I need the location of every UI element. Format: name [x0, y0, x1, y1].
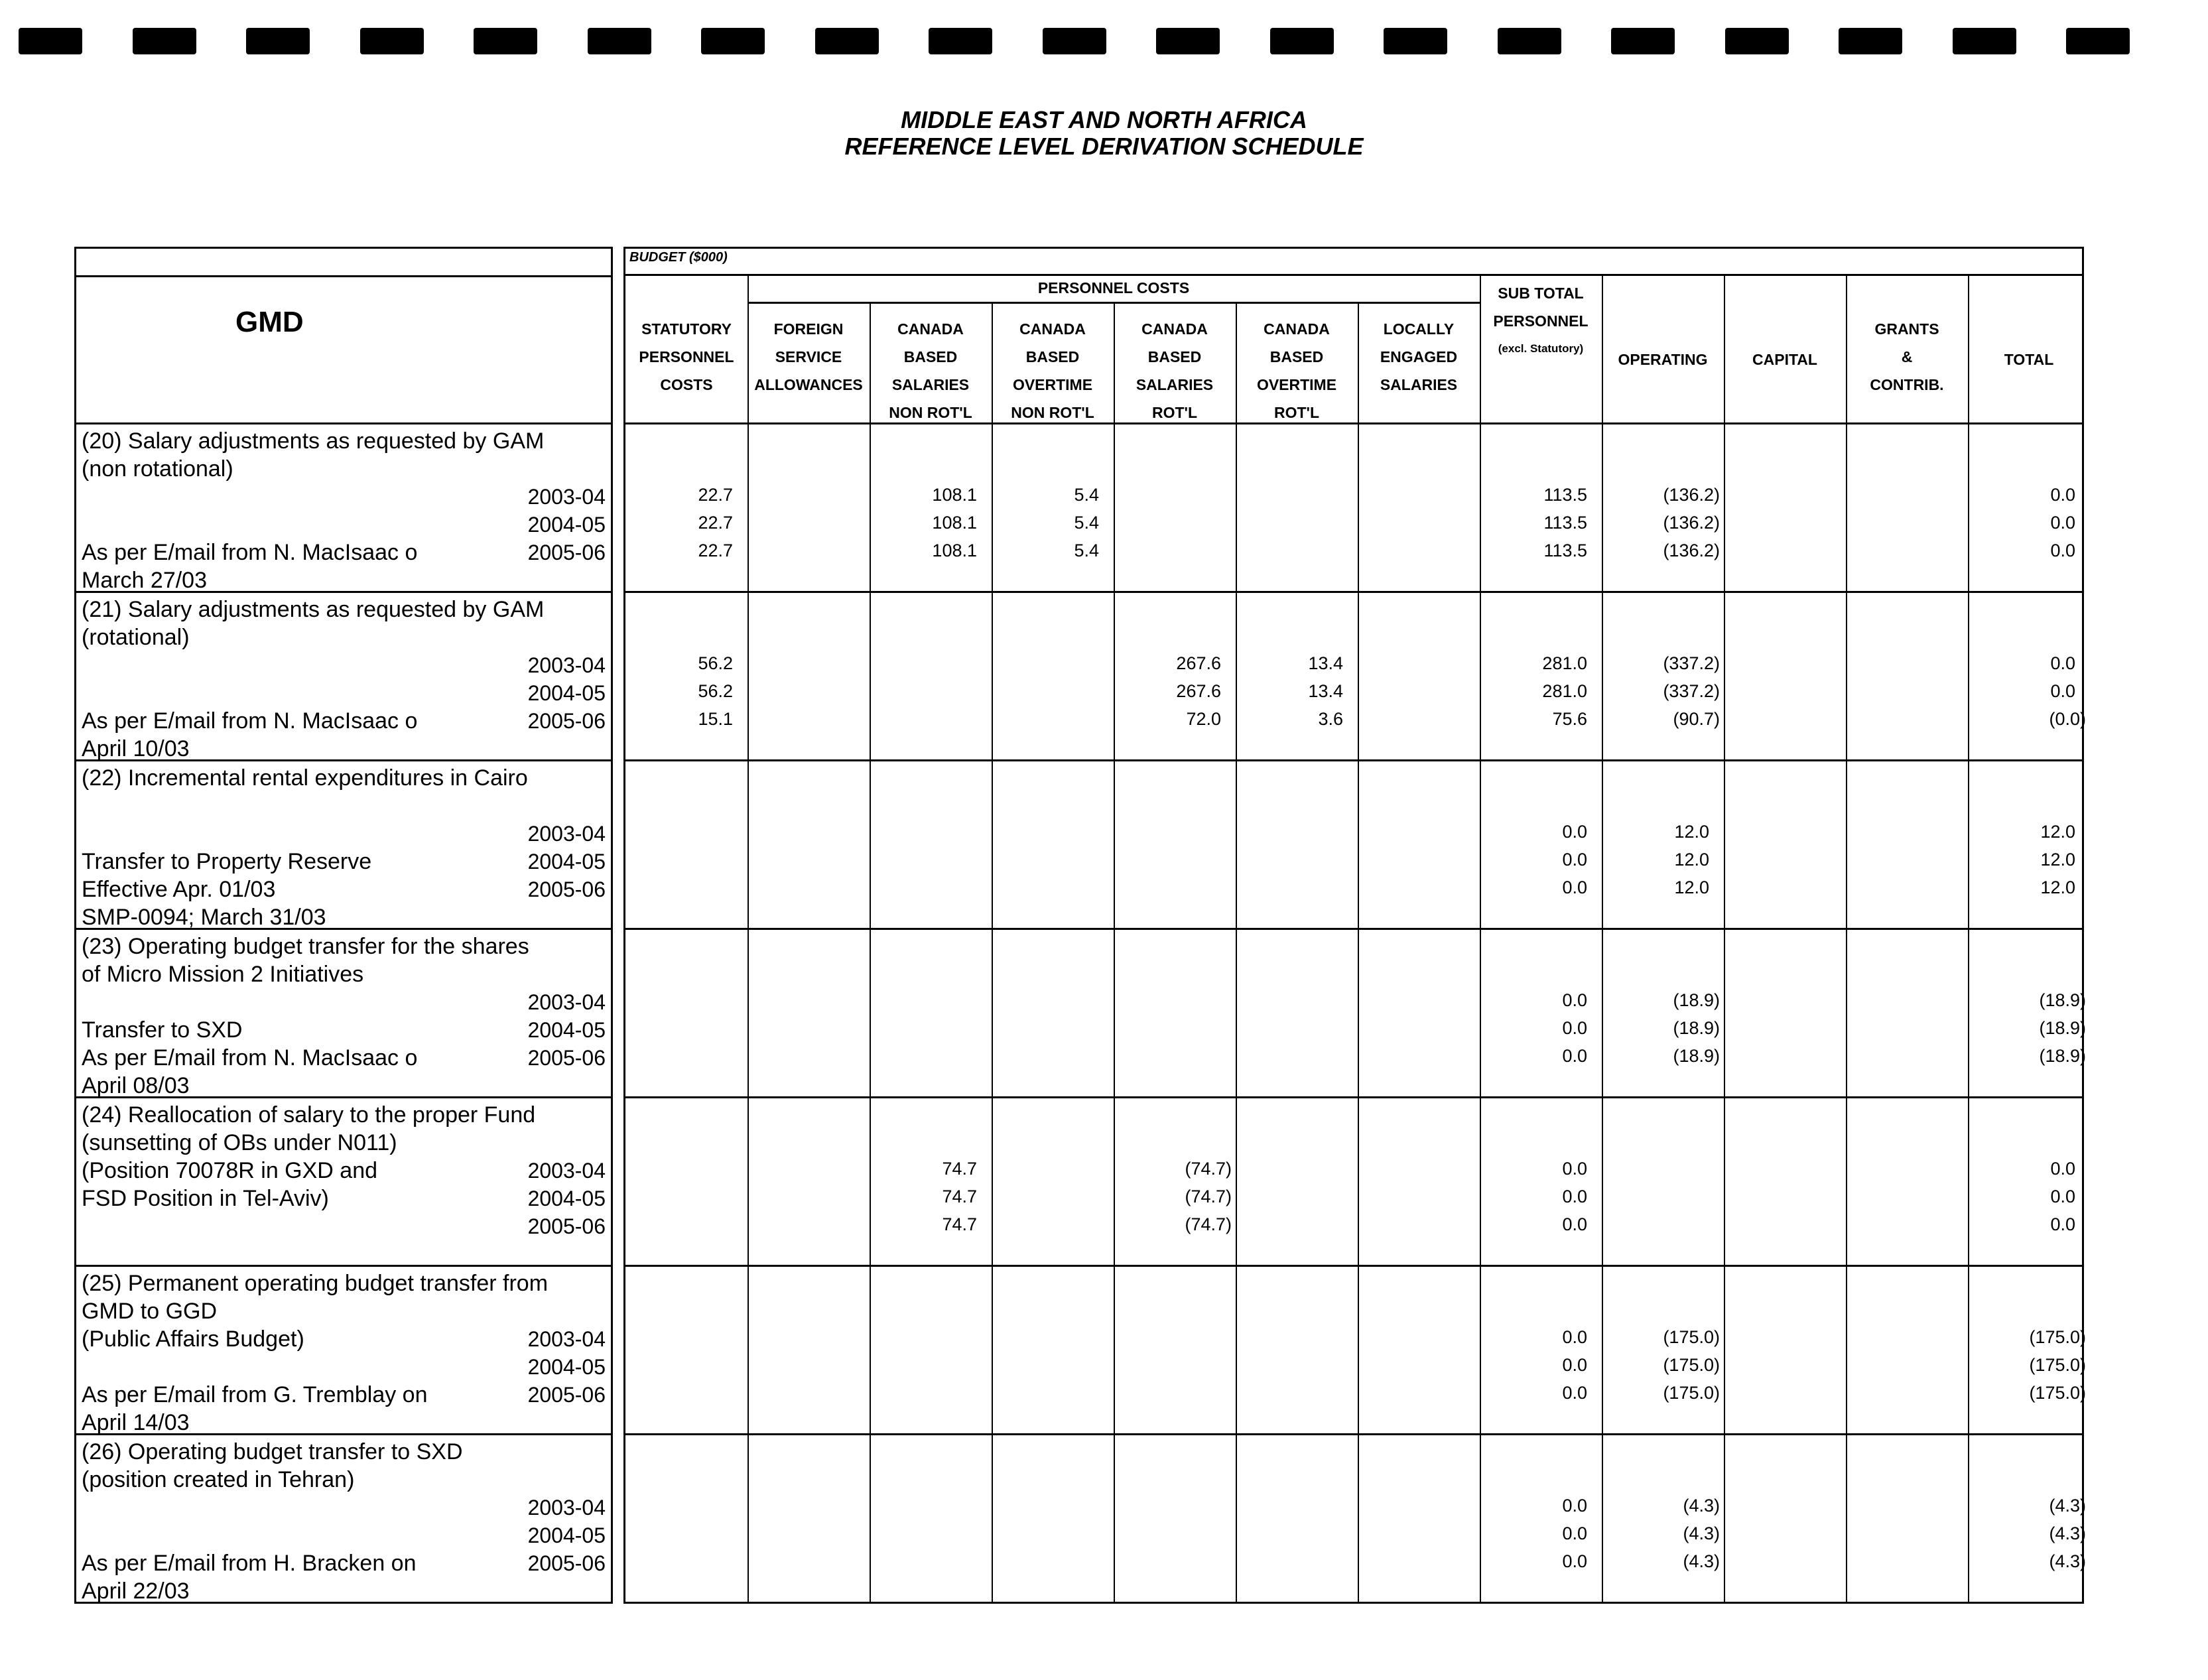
cell-subtotal: 0.0 — [1562, 1523, 1587, 1543]
item-description-line: SMP-0094; March 31/03 — [82, 905, 326, 930]
cell-total: (4.3) — [2049, 1551, 2086, 1571]
item-description-line: (26) Operating budget transfer to SXD — [82, 1439, 463, 1464]
item-description-line: (24) Reallocation of salary to the proper Fund — [82, 1102, 536, 1128]
cell-subtotal: 0.0 — [1562, 1355, 1587, 1375]
fiscal-year-label: 2004-05 — [527, 513, 606, 537]
cell-operating: (136.2) — [1663, 541, 1720, 560]
cell-total: 12.0 — [2040, 877, 2075, 897]
column-header-capital: CAPITAL — [1752, 351, 1817, 368]
column-header-subtotal: (excl. Statutory) — [1498, 342, 1584, 355]
punch-hole — [588, 28, 651, 54]
cell-cb-sal-rot: (74.7) — [1185, 1159, 1232, 1179]
cell-subtotal: 0.0 — [1562, 1214, 1587, 1234]
column-header-locally: LOCALLY — [1383, 320, 1455, 338]
column-divider — [1236, 302, 1237, 1602]
column-header-statutory: PERSONNEL — [639, 348, 734, 365]
item-description-line: March 27/03 — [82, 568, 207, 593]
item-description-line: As per E/mail from N. MacIsaac o — [82, 708, 418, 734]
item-description-line: GMD to GGD — [82, 1299, 218, 1324]
column-header-foreign: FOREIGN — [773, 320, 844, 338]
item-block — [76, 591, 611, 759]
cell-total: (4.3) — [2049, 1523, 2086, 1543]
cell-cb-ot-nonrot: 5.4 — [1074, 513, 1099, 533]
column-header-subtotal: PERSONNEL — [1493, 312, 1589, 330]
cell-total: 0.0 — [2050, 1214, 2075, 1234]
punch-hole — [929, 28, 992, 54]
column-header-cb-ot-nonrot: NON ROT'L — [1011, 404, 1094, 421]
cell-operating: (18.9) — [1673, 990, 1720, 1010]
cell-subtotal: 113.5 — [1543, 513, 1587, 533]
cell-total: 0.0 — [2050, 541, 2075, 560]
punch-hole — [1725, 28, 1789, 54]
cell-total: (4.3) — [2049, 1496, 2086, 1516]
cell-subtotal: 0.0 — [1562, 1383, 1587, 1403]
item-description-line: (Position 70078R in GXD and — [82, 1158, 378, 1183]
fiscal-year-label: 2005-06 — [527, 1214, 606, 1238]
item-description-line: (sunsetting of OBs under N011) — [82, 1130, 397, 1155]
item-block — [76, 1265, 611, 1433]
column-header-cb-sal-nonrot: NON ROT'L — [889, 404, 972, 421]
cell-subtotal: 0.0 — [1562, 990, 1587, 1010]
cell-cb-sal-rot: 267.6 — [1176, 653, 1221, 673]
column-header-foreign: ALLOWANCES — [754, 376, 863, 393]
column-header-foreign: SERVICE — [775, 348, 842, 365]
fiscal-year-label: 2005-06 — [527, 877, 606, 901]
fiscal-year-label: 2005-06 — [527, 1551, 606, 1575]
cell-total: 0.0 — [2050, 1187, 2075, 1206]
item-description-line: (20) Salary adjustments as requested by GAM — [82, 428, 545, 454]
cell-subtotal: 281.0 — [1542, 681, 1587, 701]
cell-operating: (175.0) — [1663, 1355, 1720, 1375]
cell-operating: 12.0 — [1674, 850, 1709, 870]
column-header-cb-sal-rot: SALARIES — [1136, 376, 1214, 393]
fiscal-year-label: 2005-06 — [527, 1383, 606, 1407]
cell-operating: (18.9) — [1673, 1018, 1720, 1038]
budget-label: BUDGET ($000) — [629, 250, 728, 265]
cell-cb-ot-nonrot: 5.4 — [1074, 541, 1099, 560]
item-description-line: (23) Operating budget transfer for the shares — [82, 934, 529, 959]
punch-hole — [815, 28, 879, 54]
punch-hole — [1953, 28, 2016, 54]
punch-hole — [1611, 28, 1675, 54]
cell-operating: (4.3) — [1683, 1523, 1720, 1543]
column-header-cb-sal-nonrot: BASED — [903, 348, 958, 365]
column-header-cb-sal-rot: CANADA — [1141, 320, 1208, 338]
column-header-statutory: COSTS — [660, 376, 713, 393]
cell-operating: (337.2) — [1663, 653, 1720, 673]
cell-statutory: 56.2 — [698, 653, 733, 673]
cell-cb-sal-nonrot: 74.7 — [942, 1214, 977, 1234]
column-header-grants: GRANTS — [1874, 320, 1939, 338]
punch-hole — [19, 28, 82, 54]
cell-cb-sal-rot: 72.0 — [1186, 709, 1221, 729]
column-header-cb-sal-nonrot: SALARIES — [891, 376, 970, 393]
item-description-line: April 08/03 — [82, 1073, 190, 1098]
cell-total: 0.0 — [2050, 513, 2075, 533]
column-header-total: TOTAL — [2004, 351, 2054, 368]
item-description-line: (rotational) — [82, 625, 190, 650]
cell-subtotal: 113.5 — [1543, 541, 1587, 560]
item-description-line: (21) Salary adjustments as requested by GAM — [82, 597, 545, 622]
item-block — [76, 422, 611, 591]
column-header-statutory: STATUTORY — [641, 320, 732, 338]
cell-operating: (4.3) — [1683, 1496, 1720, 1516]
punch-hole — [1270, 28, 1334, 54]
cell-statutory: 22.7 — [698, 513, 733, 533]
punch-hole — [2066, 28, 2130, 54]
cell-statutory: 22.7 — [698, 541, 733, 560]
cell-operating: (136.2) — [1663, 513, 1720, 533]
page-title-line-1: MIDDLE EAST AND NORTH AFRICA — [901, 106, 1307, 133]
column-header-grants: CONTRIB. — [1870, 376, 1944, 393]
branch-code-heading: GMD — [235, 306, 304, 338]
cell-cb-ot-rot: 13.4 — [1308, 681, 1343, 701]
item-description-line: Transfer to SXD — [82, 1017, 243, 1043]
item-block — [76, 928, 611, 1096]
cell-total: (18.9) — [2039, 990, 2086, 1010]
cell-total: (175.0) — [2029, 1327, 2086, 1347]
column-header-cb-sal-nonrot: CANADA — [897, 320, 964, 338]
cell-subtotal: 0.0 — [1562, 1496, 1587, 1516]
item-row-separator — [625, 759, 2082, 761]
item-description-line: (25) Permanent operating budget transfer from — [82, 1271, 549, 1296]
column-header-cb-sal-rot: ROT'L — [1151, 404, 1198, 421]
cell-operating: 12.0 — [1674, 877, 1709, 897]
cell-cb-sal-nonrot: 108.1 — [932, 513, 977, 533]
cell-operating: (175.0) — [1663, 1327, 1720, 1347]
punch-hole — [474, 28, 537, 54]
fiscal-year-label: 2004-05 — [527, 1018, 606, 1042]
cell-subtotal: 0.0 — [1562, 1159, 1587, 1179]
item-description-line: of Micro Mission 2 Initiatives — [82, 962, 364, 987]
fiscal-year-label: 2005-06 — [527, 709, 606, 733]
left-header-top-cell — [76, 249, 611, 277]
column-divider — [1358, 302, 1359, 1602]
budget-table — [623, 247, 2084, 1604]
cell-total: 0.0 — [2050, 653, 2075, 673]
punch-hole — [133, 28, 196, 54]
punch-hole — [360, 28, 424, 54]
cell-subtotal: 75.6 — [1552, 709, 1587, 729]
column-divider — [1846, 274, 1847, 1602]
cell-total: 0.0 — [2050, 485, 2075, 505]
column-header-cb-ot-rot: OVERTIME — [1256, 376, 1337, 393]
item-description-line: As per E/mail from N. MacIsaac o — [82, 540, 418, 565]
cell-cb-sal-rot: (74.7) — [1185, 1214, 1232, 1234]
fiscal-year-label: 2004-05 — [527, 1187, 606, 1210]
cell-cb-ot-rot: 3.6 — [1318, 709, 1343, 729]
cell-subtotal: 0.0 — [1562, 1018, 1587, 1038]
column-header-cb-sal-rot: BASED — [1147, 348, 1202, 365]
cell-subtotal: 0.0 — [1562, 1327, 1587, 1347]
cell-cb-sal-nonrot: 74.7 — [942, 1159, 977, 1179]
cell-subtotal: 0.0 — [1562, 850, 1587, 870]
item-block — [76, 1096, 611, 1265]
cell-total: (0.0) — [2049, 709, 2086, 729]
cell-cb-sal-nonrot: 108.1 — [932, 485, 977, 505]
column-divider — [747, 274, 749, 1602]
fiscal-year-label: 2003-04 — [527, 1159, 606, 1183]
punch-hole — [1839, 28, 1902, 54]
cell-cb-sal-rot: 267.6 — [1176, 681, 1221, 701]
cell-operating: 12.0 — [1674, 822, 1709, 842]
cell-total: (175.0) — [2029, 1355, 2086, 1375]
column-header-grants: & — [1901, 348, 1913, 365]
page-title-line-2: REFERENCE LEVEL DERIVATION SCHEDULE — [844, 133, 1364, 160]
column-header-operating: OPERATING — [1618, 351, 1708, 368]
fiscal-year-label: 2003-04 — [527, 485, 606, 509]
fiscal-year-label: 2003-04 — [527, 1496, 606, 1519]
cell-operating: (136.2) — [1663, 485, 1720, 505]
cell-subtotal: 0.0 — [1562, 1046, 1587, 1066]
column-header-cb-ot-nonrot: CANADA — [1019, 320, 1086, 338]
column-header-subtotal: SUB TOTAL — [1498, 285, 1584, 302]
cell-operating: (18.9) — [1673, 1046, 1720, 1066]
cell-total: 0.0 — [2050, 681, 2075, 701]
personnel-costs-header: PERSONNEL COSTS — [1037, 279, 1190, 296]
fiscal-year-label: 2005-06 — [527, 541, 606, 564]
cell-subtotal: 0.0 — [1562, 1551, 1587, 1571]
cell-total: (18.9) — [2039, 1018, 2086, 1038]
punch-hole — [1384, 28, 1447, 54]
fiscal-year-label: 2003-04 — [527, 822, 606, 846]
cell-statutory: 15.1 — [698, 709, 733, 729]
cell-cb-ot-rot: 13.4 — [1308, 653, 1343, 673]
punch-hole — [701, 28, 765, 54]
fiscal-year-label: 2003-04 — [527, 653, 606, 677]
cell-total: (175.0) — [2029, 1383, 2086, 1403]
item-description-line: Effective Apr. 01/03 — [82, 877, 276, 902]
item-row-separator — [625, 1433, 2082, 1435]
cell-cb-sal-nonrot: 108.1 — [932, 541, 977, 560]
cell-cb-sal-nonrot: 74.7 — [942, 1187, 977, 1206]
item-block — [76, 1433, 611, 1602]
cell-statutory: 22.7 — [698, 485, 733, 505]
item-description-line: (Public Affairs Budget) — [82, 1326, 304, 1352]
punch-hole — [1156, 28, 1220, 54]
cell-operating: (4.3) — [1683, 1551, 1720, 1571]
cell-total: (18.9) — [2039, 1046, 2086, 1066]
column-header-cb-ot-nonrot: OVERTIME — [1012, 376, 1093, 393]
cell-subtotal: 0.0 — [1562, 822, 1587, 842]
item-row-separator — [625, 591, 2082, 593]
cell-total: 0.0 — [2050, 1159, 2075, 1179]
item-description-panel — [74, 247, 613, 1604]
item-description-line: (non rotational) — [82, 456, 233, 482]
fiscal-year-label: 2003-04 — [527, 990, 606, 1014]
fiscal-year-label: 2004-05 — [527, 1523, 606, 1547]
cell-total: 12.0 — [2040, 850, 2075, 870]
fiscal-year-label: 2003-04 — [527, 1327, 606, 1351]
item-row-separator — [625, 1096, 2082, 1098]
column-header-cb-ot-nonrot: BASED — [1025, 348, 1080, 365]
item-row-separator — [625, 1265, 2082, 1267]
cell-operating: (90.7) — [1673, 709, 1720, 729]
item-description-line: As per E/mail from H. Bracken on — [82, 1551, 417, 1576]
column-header-cb-ot-rot: ROT'L — [1273, 404, 1320, 421]
item-description-line: April 14/03 — [82, 1410, 190, 1435]
cell-subtotal: 281.0 — [1542, 653, 1587, 673]
item-block — [76, 759, 611, 928]
item-description-line: April 10/03 — [82, 736, 190, 761]
cell-operating: (337.2) — [1663, 681, 1720, 701]
item-row-separator — [625, 928, 2082, 930]
cell-cb-sal-rot: (74.7) — [1185, 1187, 1232, 1206]
punch-hole-strip — [0, 0, 2208, 73]
column-header-locally: ENGAGED — [1380, 348, 1458, 365]
column-header-locally: SALARIES — [1380, 376, 1458, 393]
cell-subtotal: 113.5 — [1543, 485, 1587, 505]
item-description-line: (22) Incremental rental expenditures in Cairo — [82, 765, 528, 791]
punch-hole — [246, 28, 310, 54]
header-rule-budget — [625, 274, 2082, 276]
fiscal-year-label: 2004-05 — [527, 1355, 606, 1379]
column-divider — [1724, 274, 1725, 1602]
punch-hole — [1498, 28, 1561, 54]
fiscal-year-label: 2004-05 — [527, 681, 606, 705]
item-row-separator — [625, 422, 2082, 424]
item-description-line: Transfer to Property Reserve — [82, 849, 372, 874]
item-description-line: As per E/mail from N. MacIsaac o — [82, 1045, 418, 1070]
item-description-line: As per E/mail from G. Tremblay on — [82, 1382, 428, 1407]
cell-total: 12.0 — [2040, 822, 2075, 842]
item-description-line: April 22/03 — [82, 1579, 190, 1604]
fiscal-year-label: 2004-05 — [527, 850, 606, 873]
column-header-cb-ot-rot: CANADA — [1264, 320, 1330, 338]
item-description-line: FSD Position in Tel-Aviv) — [82, 1186, 329, 1211]
cell-cb-ot-nonrot: 5.4 — [1074, 485, 1099, 505]
column-divider — [1114, 302, 1115, 1602]
item-description-line: (position created in Tehran) — [82, 1467, 355, 1492]
cell-statutory: 56.2 — [698, 681, 733, 701]
column-header-cb-ot-rot: BASED — [1269, 348, 1324, 365]
fiscal-year-label: 2005-06 — [527, 1046, 606, 1070]
punch-hole — [1043, 28, 1106, 54]
cell-operating: (175.0) — [1663, 1383, 1720, 1403]
cell-subtotal: 0.0 — [1562, 877, 1587, 897]
cell-subtotal: 0.0 — [1562, 1187, 1587, 1206]
